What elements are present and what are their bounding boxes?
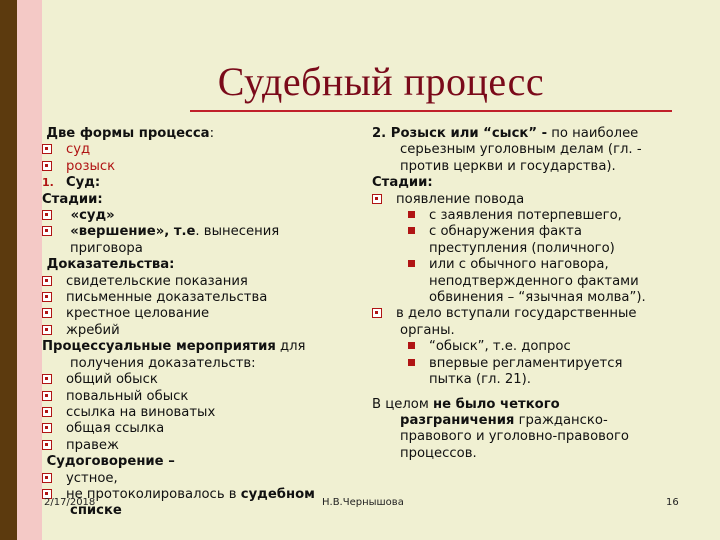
stages-heading: Стадии: xyxy=(42,191,103,207)
title-underline xyxy=(190,110,672,112)
list-item: повальный обыск xyxy=(42,389,362,405)
list-item: письменные доказательства xyxy=(42,290,362,306)
list-item: 1. Суд: xyxy=(42,175,101,191)
slide-title: Судебный процесс xyxy=(217,59,545,104)
sub-list-item-cont: неподтвержденного фактами xyxy=(429,273,639,289)
conclusion-cont: разграничения гражданско- xyxy=(400,412,608,428)
right-column xyxy=(372,126,690,462)
square-bullet-icon xyxy=(372,194,382,204)
square-bullet-icon xyxy=(42,308,52,318)
square-bullet-icon xyxy=(42,407,52,417)
sub-list-item-cont: обвинения – “язычная молва”). xyxy=(429,290,646,306)
list-item: в дело вступали государственные xyxy=(372,306,690,322)
left-brown-bar xyxy=(0,0,17,540)
conclusion-cont: правового и уголовно-правового xyxy=(400,429,629,445)
square-bullet-icon xyxy=(42,161,52,171)
list-item: «суд» xyxy=(42,208,362,224)
spacer xyxy=(372,389,690,397)
stages-heading: Стадии: xyxy=(372,175,433,191)
conclusion-cont: процессов. xyxy=(400,445,477,461)
list-item: крестное целование xyxy=(42,306,362,322)
sub-list-item: впервые регламентируется xyxy=(372,356,690,372)
list-item: розыск xyxy=(42,159,362,175)
list-item-cont: органы. xyxy=(400,322,455,338)
list-item: устное, xyxy=(42,471,362,487)
search-heading: 2. Розыск или “сыск” - по наиболее xyxy=(372,126,639,141)
left-column xyxy=(42,126,362,520)
sub-list-item-cont: преступления (поличного) xyxy=(429,240,615,256)
sub-list-item: с заявления потерпевшего, xyxy=(372,208,690,224)
list-item-cont: списке xyxy=(70,503,122,519)
square-bullet-icon xyxy=(372,308,382,318)
list-item: свидетельские показания xyxy=(42,274,362,290)
square-filled-bullet-icon xyxy=(408,211,415,218)
sub-list-item: с обнаружения факта xyxy=(372,224,690,240)
list-item: общая ссылка xyxy=(42,421,362,437)
search-heading-cont: серьезным уголовным делам (гл. - xyxy=(400,142,642,158)
search-heading-cont: против церкви и государства). xyxy=(400,158,616,174)
footer-author: Н.В.Чернышова xyxy=(322,497,404,508)
square-bullet-icon xyxy=(42,276,52,286)
evidence-heading: Доказательства: xyxy=(46,257,175,273)
footer-date: 2/17/2018 xyxy=(44,497,96,508)
procedures-heading-cont: получения доказательств: xyxy=(70,355,256,371)
trial-heading: Судоговорение – xyxy=(46,454,175,470)
list-item-cont: приговора xyxy=(70,240,143,256)
footer-page-number: 16 xyxy=(666,497,679,508)
square-filled-bullet-icon xyxy=(408,342,415,349)
left-pink-bar xyxy=(17,0,42,540)
square-bullet-icon xyxy=(42,210,52,220)
list-item: общий обыск xyxy=(42,372,362,388)
square-filled-bullet-icon xyxy=(408,260,415,267)
sub-list-item: или с обычного наговора, xyxy=(372,257,690,273)
list-item: ссылка на виноватых xyxy=(42,405,362,421)
square-filled-bullet-icon xyxy=(408,227,415,234)
list-item: правеж xyxy=(42,438,362,454)
sub-list-item-cont: пытка (гл. 21). xyxy=(429,372,531,388)
square-filled-bullet-icon xyxy=(408,359,415,366)
sub-list-item: “обыск”, т.е. допрос xyxy=(372,339,690,355)
square-bullet-icon xyxy=(42,292,52,302)
square-bullet-icon xyxy=(42,226,52,236)
list-item: суд xyxy=(42,142,362,158)
list-item: не протоколировалось в судебном xyxy=(42,487,362,503)
conclusion: В целом не было четкого xyxy=(372,396,560,412)
list-item: появление повода xyxy=(372,192,690,208)
square-bullet-icon xyxy=(42,423,52,433)
square-bullet-icon xyxy=(42,440,52,450)
square-bullet-icon xyxy=(42,473,52,483)
list-item: «вершение», т.е. вынесения xyxy=(42,224,362,240)
forms-heading: Две формы процесса: xyxy=(46,126,215,141)
list-item: жребий xyxy=(42,323,362,339)
procedures-heading: Процессуальные мероприятия для xyxy=(42,339,306,355)
square-bullet-icon xyxy=(42,144,52,154)
square-bullet-icon xyxy=(42,325,52,335)
square-bullet-icon xyxy=(42,391,52,401)
square-bullet-icon xyxy=(42,374,52,384)
